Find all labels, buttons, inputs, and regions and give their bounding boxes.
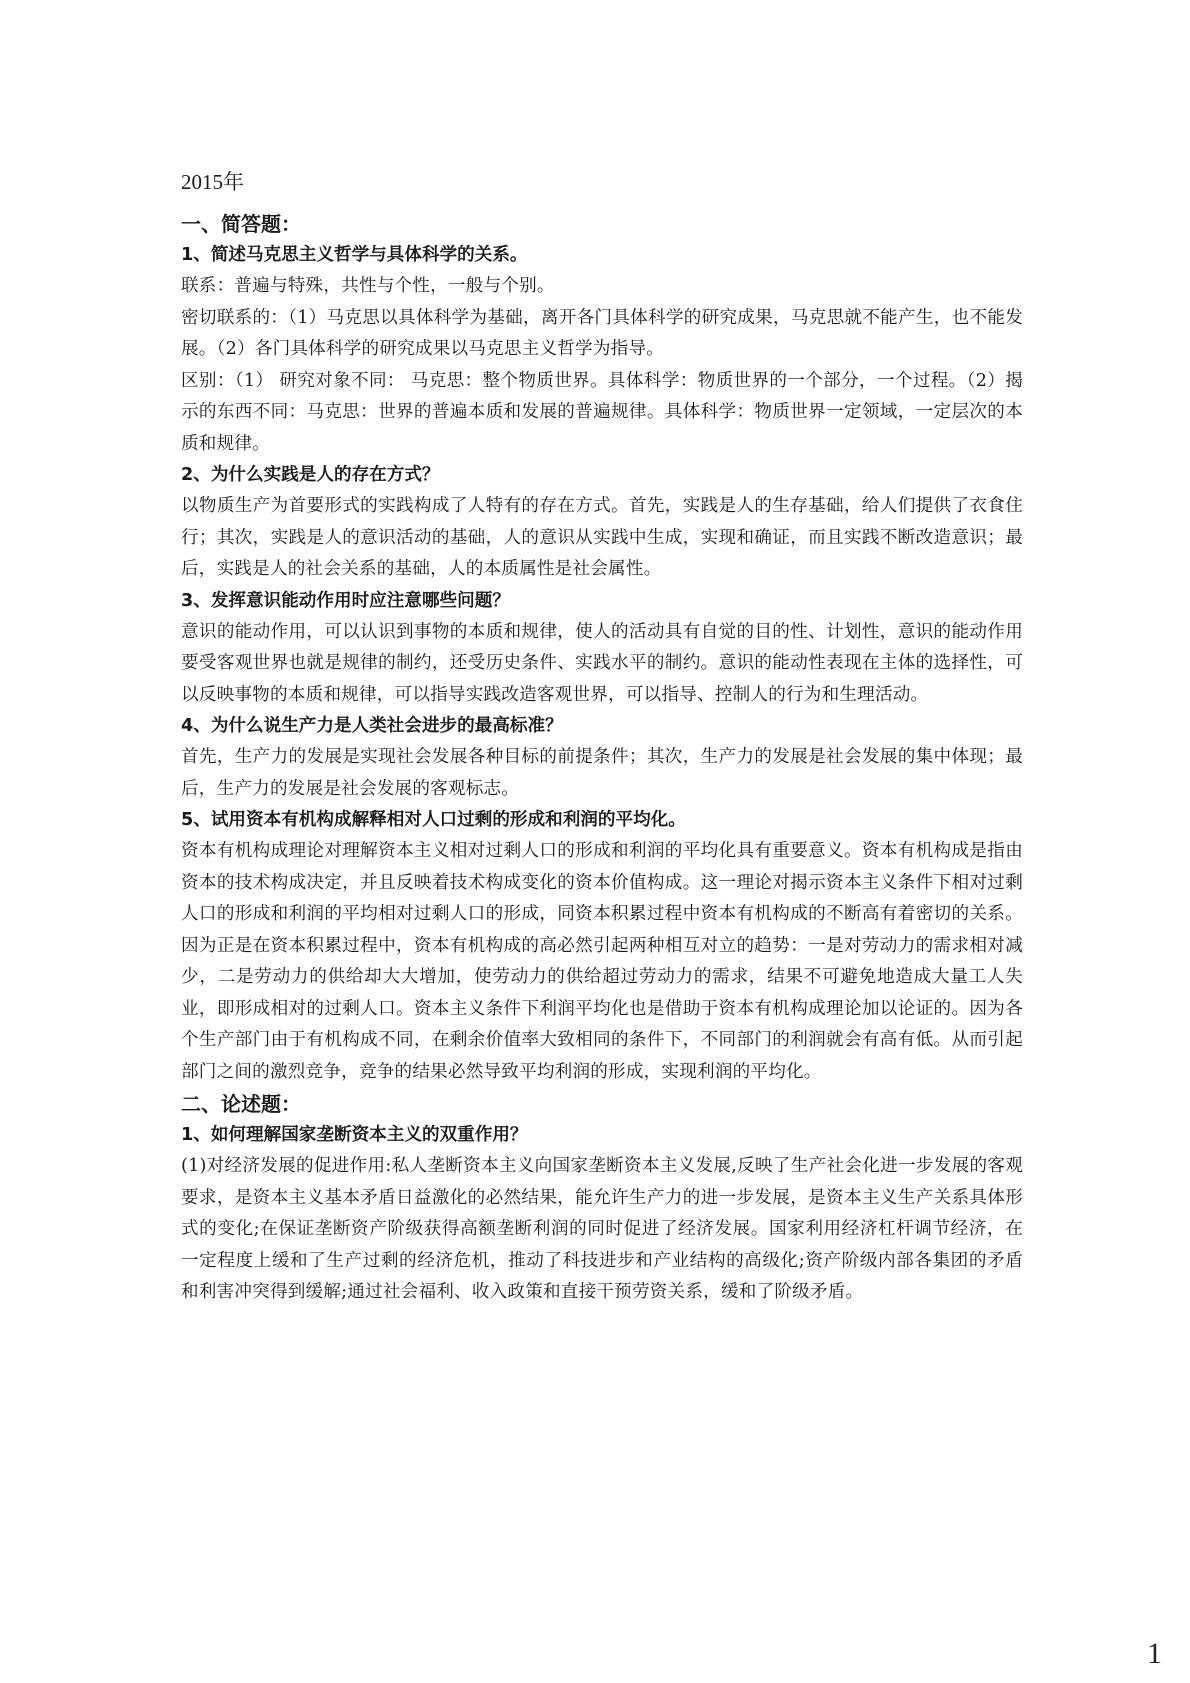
- answer-paragraph: 资本有机构成理论对理解资本主义相对过剩人口的形成和利润的平均化具有重要意义。资本有机构成是指由资本的技术构成决定，并且反映着技术构成变化的资本价值构成。这一理论对揭示资本主义条件下相对过剩人口的形成和利润的平均相对过剩人口的形成，同资本积累过程中资本有机构成的不断高有着密切的关系。因为正是在资本积累过程中，资本有机构成的高必然引起两种相互对立的趋势：一是对劳动力的需求相对减少，二是劳动力的供给却大大增加，使劳动力的供给超过劳动力的需求，结果不可避免地造成大量工人失业，即形成相对的过剩人口。资本主义条件下利润平均化也是借助于资本有机构成理论加以论证的。因为各个生产部门由于有机构成不同，在剩余价值率大致相同的条件下，不同部门的利润就会有高有低。从而引起部门之间的激烈竞争，竞争的结果必然导致平均利润的形成，实现利润的平均化。: [181, 841, 1023, 1082]
- section-title-essay: 二、论述题：: [181, 1092, 301, 1116]
- section-title-short-answer: 一、简答题：: [181, 212, 301, 236]
- answer-paragraph: 区别：（1） 研究对象不同： 马克思：整个物质世界。具体科学：物质世界的一个部分，一个过程。（2）揭示的东西不同：马克思：世界的普遍本质和发展的普遍规律。具体科学：物质世界一定领域，一定层次的本质和规律。: [181, 370, 1023, 454]
- question-heading: 5、试用资本有机构成解释相对人口过剩的形成和利润的平均化。: [181, 810, 686, 830]
- question-heading: 4、为什么说生产力是人类社会进步的最高标准？: [181, 716, 563, 736]
- question-heading: 2、为什么实践是人的存在方式？: [181, 465, 440, 485]
- answer-paragraph: 意识的能动作用，可以认识到事物的本质和规律，使人的活动具有自觉的目的性、计划性，意识的能动作用要受客观世界也就是规律的制约，还受历史条件、实践水平的制约。意识的能动性表现在主体的选择性，可以反映事物的本质和规律，可以指导实践改造客观世界，可以指导、控制人的行为和生理活动。: [181, 621, 1023, 705]
- document-body: [181, 166, 1023, 1309]
- year-heading: 2015年: [181, 170, 244, 194]
- question-heading: 1、如何理解国家垄断资本主义的双重作用？: [181, 1125, 528, 1145]
- answer-paragraph: 以物质生产为首要形式的实践构成了人特有的存在方式。首先，实践是人的生存基础，给人们提供了衣食住行；其次，实践是人的意识活动的基础，人的意识从实践中生成，实现和确证，而且实践不断改造意识；最后，实践是人的社会关系的基础，人的本质属性是社会属性。: [181, 496, 1023, 579]
- answer-paragraph: 首先，生产力的发展是实现社会发展各种目标的前提条件；其次，生产力的发展是社会发展的集中体现；最后，生产力的发展是社会发展的客观标志。: [181, 747, 1023, 799]
- answer-paragraph: 联系：普遍与特殊，共性与个性，一般与个别。: [181, 276, 555, 296]
- page-number: 1: [1147, 1637, 1162, 1670]
- answer-paragraph: 密切联系的：（1）马克思以具体科学为基础，离开各门具体科学的研究成果，马克思就不能产生，也不能发展。（2）各门具体科学的研究成果以马克思主义哲学为指导。: [181, 307, 1023, 359]
- question-heading: 1、简述马克思主义哲学与具体科学的关系。: [181, 245, 528, 265]
- question-heading: 3、发挥意识能动作用时应注意哪些问题？: [181, 590, 510, 611]
- answer-paragraph: (1)对经济发展的促进作用:私人垄断资本主义向国家垄断资本主义发展,反映了生产社会化进一步发展的客观要求，是资本主义基本矛盾日益激化的必然结果，能允许生产力的进一步发展，是资本主义生产关系具体形式的变化;在保证垄断资产阶级获得高额垄断利润的同时促进了经济发展。国家利用经济杠杆调节经济，在一定程度上缓和了生产过剩的经济危机，推动了科技进步和产业结构的高级化;资产阶级内部各集团的矛盾和利害冲突得到缓解;通过社会福利、收入政策和直接干预劳资关系，缓和了阶级矛盾。: [181, 1156, 1023, 1302]
